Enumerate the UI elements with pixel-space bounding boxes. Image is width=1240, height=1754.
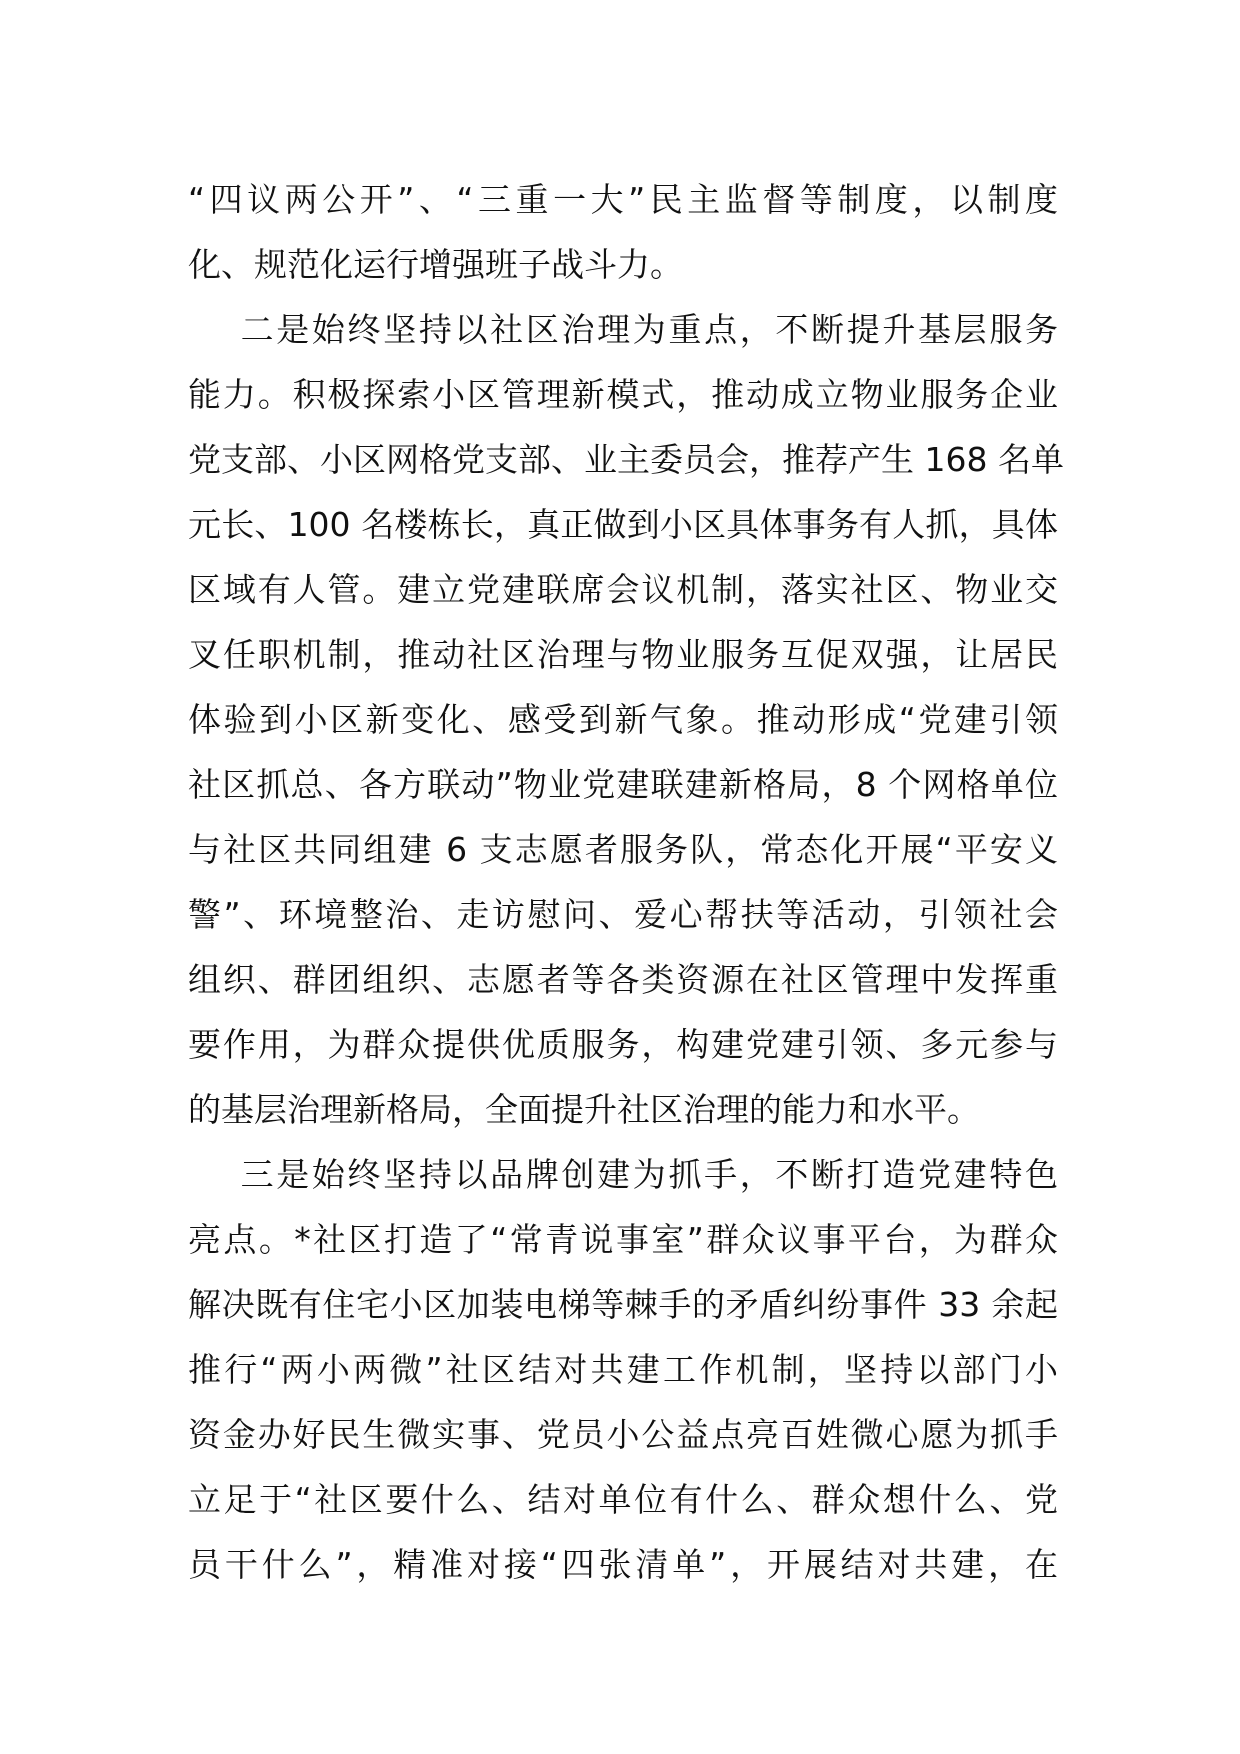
paragraph-3: [188, 1142, 1058, 1597]
text-line: 元长、100 名楼栋长，真正做到小区具体事务有人抓，具体: [188, 505, 1058, 544]
text-line: 三是始终坚持以品牌创建为抓手，不断打造党建特色: [188, 1155, 1058, 1194]
text-line: 叉任职机制，推动社区治理与物业服务互促双强，让居民: [188, 635, 1058, 674]
text-line: 能力。积极探索小区管理新模式，推动成立物业服务企业: [188, 375, 1058, 414]
text-line: 党支部、小区网格党支部、业主委员会，推荐产生 168 名单: [188, 440, 1064, 479]
text-line: 的基层治理新格局，全面提升社区治理的能力和水平。: [188, 1090, 980, 1129]
paragraph-2: [188, 297, 1064, 1142]
text-line: 要作用，为群众提供优质服务，构建党建引领、多元参与: [188, 1025, 1058, 1064]
document-body: [188, 167, 1064, 1597]
paragraph-1: [188, 167, 1058, 297]
text-line: 警”、环境整治、走访慰问、爱心帮扶等活动，引领社会: [188, 895, 1058, 934]
text-line: 化、规范化运行增强班子战斗力。: [188, 245, 683, 284]
text-line: 二是始终坚持以社区治理为重点，不断提升基层服务: [188, 310, 1058, 349]
text-line: 组织、群团组织、志愿者等各类资源在社区管理中发挥重: [188, 960, 1058, 999]
text-line: 资金办好民生微实事、党员小公益点亮百姓微心愿为抓手: [188, 1415, 1058, 1454]
text-line: 员干什么”，精准对接“四张清单”，开展结对共建，在: [188, 1545, 1058, 1584]
text-line: “四议两公开”、“三重一大”民主监督等制度，以制度: [188, 180, 1058, 219]
text-line: 推行“两小两微”社区结对共建工作机制，坚持以部门小: [188, 1350, 1058, 1389]
text-line: 亮点。*社区打造了“常青说事室”群众议事平台，为群众: [188, 1220, 1058, 1259]
text-line: 社区抓总、各方联动”物业党建联建新格局，8 个网格单位: [188, 765, 1058, 804]
text-line: 区域有人管。建立党建联席会议机制，落实社区、物业交: [188, 570, 1058, 609]
text-line: 体验到小区新变化、感受到新气象。推动形成“党建引领: [188, 700, 1058, 739]
text-line: 与社区共同组建 6 支志愿者服务队，常态化开展“平安义: [188, 830, 1058, 869]
text-line: 解决既有住宅小区加装电梯等棘手的矛盾纠纷事件 33 余起: [188, 1285, 1058, 1324]
text-line: 立足于“社区要什么、结对单位有什么、群众想什么、党: [188, 1480, 1058, 1519]
